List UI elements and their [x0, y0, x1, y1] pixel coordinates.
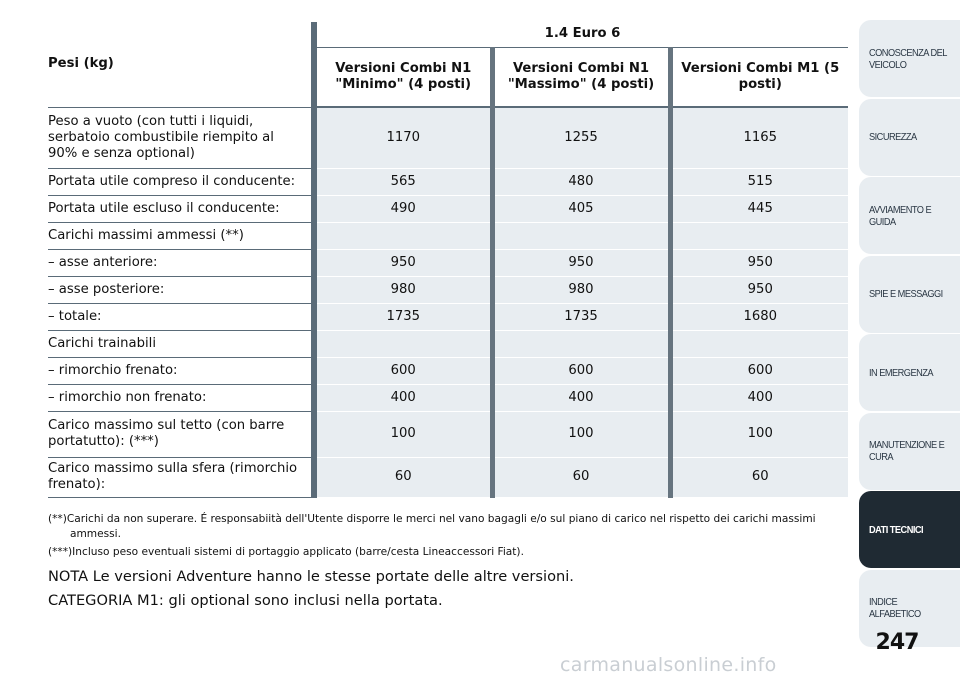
- version-header-m1: Versioni Combi M1 (5 posti): [670, 47, 848, 107]
- cell-value: 1255: [492, 107, 670, 168]
- tab-label: INDICE ALFABETICO: [869, 596, 921, 620]
- table-row: [48, 357, 848, 384]
- row-label: Portata utile escluso il conducente:: [48, 195, 314, 222]
- row-label: – rimorchio frenato:: [48, 357, 314, 384]
- table-row: [48, 276, 848, 303]
- table-row: [48, 303, 848, 330]
- cell-value: [492, 330, 670, 357]
- engine-header: 1.4 Euro 6: [314, 22, 848, 47]
- cell-value: 1165: [670, 107, 848, 168]
- cell-value: 600: [314, 357, 492, 384]
- cell-value: [314, 330, 492, 357]
- tab-in-emergenza[interactable]: [859, 334, 960, 411]
- tab-conoscenza-del-veicolo[interactable]: [859, 20, 960, 97]
- corner-label: Pesi (kg): [48, 22, 314, 107]
- tab-manutenzione-e-cura[interactable]: [859, 413, 960, 490]
- cell-value: 60: [670, 457, 848, 497]
- cell-value: 400: [670, 384, 848, 411]
- cell-value: 100: [492, 411, 670, 457]
- page-number: 247: [875, 630, 919, 655]
- cell-value: 1735: [314, 303, 492, 330]
- table-row: [48, 457, 848, 497]
- table-row: [48, 222, 848, 249]
- cell-value: 405: [492, 195, 670, 222]
- cell-value: 600: [492, 357, 670, 384]
- watermark: carmanualsonline.info: [560, 654, 777, 676]
- tab-dati-tecnici[interactable]: [859, 491, 960, 568]
- tab-label: IN EMERGENZA: [869, 366, 934, 379]
- cell-value: 950: [314, 249, 492, 276]
- cell-value: 600: [670, 357, 848, 384]
- cell-value: 950: [492, 249, 670, 276]
- note-category-m1: CATEGORIA M1: gli optional sono inclusi nella portata.: [48, 592, 443, 609]
- cell-value: 565: [314, 168, 492, 195]
- cell-value: 480: [492, 168, 670, 195]
- table-row: [48, 330, 848, 357]
- row-label: Carichi trainabili: [48, 330, 314, 357]
- cell-value: [670, 222, 848, 249]
- row-label: – asse anteriore:: [48, 249, 314, 276]
- cell-value: 60: [492, 457, 670, 497]
- footnote-max-loads: (**)Carichi da non superare. É responsabiità dell'Utente disporre le merci nel vano bagagli e/o sul piano di carico nel rispetto dei carichi massimi ammessi.: [48, 513, 816, 540]
- cell-value: 980: [492, 276, 670, 303]
- tab-label: SICUREZZA: [869, 131, 917, 143]
- cell-value: [314, 222, 492, 249]
- footnotes: [48, 512, 848, 560]
- version-header-n1-massimo: Versioni Combi N1 "Massimo" (4 posti): [492, 47, 670, 107]
- row-label: Portata utile compreso il conducente:: [48, 168, 314, 195]
- cell-value: 980: [314, 276, 492, 303]
- tab-label: SPIE E MESSAGGI: [869, 288, 943, 300]
- tab-spie-e-messaggi[interactable]: [859, 256, 960, 333]
- tab-label: AVVIAMENTO E GUIDA: [869, 203, 932, 228]
- weights-table: [48, 22, 848, 498]
- cell-value: [492, 222, 670, 249]
- cell-value: 515: [670, 168, 848, 195]
- row-label: Carico massimo sulla sfera (rimorchio frenato):: [48, 457, 314, 497]
- row-label: – asse posteriore:: [48, 276, 314, 303]
- table-row: [48, 384, 848, 411]
- cell-value: 950: [670, 249, 848, 276]
- version-header-n1-minimo: Versioni Combi N1 "Minimo" (4 posti): [314, 47, 492, 107]
- cell-value: 445: [670, 195, 848, 222]
- cell-value: 100: [670, 411, 848, 457]
- table-row: [48, 168, 848, 195]
- tab-avviamento-e-guida[interactable]: [859, 177, 960, 254]
- cell-value: 1170: [314, 107, 492, 168]
- table-row: [48, 411, 848, 457]
- row-label: Carichi massimi ammessi (**): [48, 222, 314, 249]
- tab-sicurezza[interactable]: [859, 99, 960, 176]
- tab-label: MANUTENZIONE E CURA: [869, 439, 945, 463]
- cell-value: 100: [314, 411, 492, 457]
- cell-value: 1680: [670, 303, 848, 330]
- cell-value: 1735: [492, 303, 670, 330]
- table-row: [48, 107, 848, 168]
- row-label: Carico massimo sul tetto (con barre portatutto): (***): [48, 411, 314, 457]
- cell-value: 490: [314, 195, 492, 222]
- cell-value: 400: [492, 384, 670, 411]
- chapter-tabs: [859, 20, 960, 648]
- engine-header-row: [48, 22, 848, 47]
- row-label: – totale:: [48, 303, 314, 330]
- table-row: [48, 195, 848, 222]
- footnote-roof-rack: (***)Incluso peso eventuali sistemi di portaggio applicato (barre/cesta Lineaccessori Fiat).: [48, 546, 524, 558]
- weights-table-container: [48, 22, 848, 498]
- note-adventure-versions: NOTA Le versioni Adventure hanno le stesse portate delle altre versioni.: [48, 568, 574, 585]
- cell-value: [670, 330, 848, 357]
- row-label: – rimorchio non frenato:: [48, 384, 314, 411]
- tab-label: CONOSCENZA DEL VEICOLO: [869, 46, 947, 71]
- cell-value: 60: [314, 457, 492, 497]
- cell-value: 950: [670, 276, 848, 303]
- row-label: Peso a vuoto (con tutti i liquidi, serbatoio combustibile riempito al 90% e senza optional): [48, 107, 314, 168]
- tab-label: DATI TECNICI: [869, 523, 924, 536]
- table-row: [48, 249, 848, 276]
- cell-value: 400: [314, 384, 492, 411]
